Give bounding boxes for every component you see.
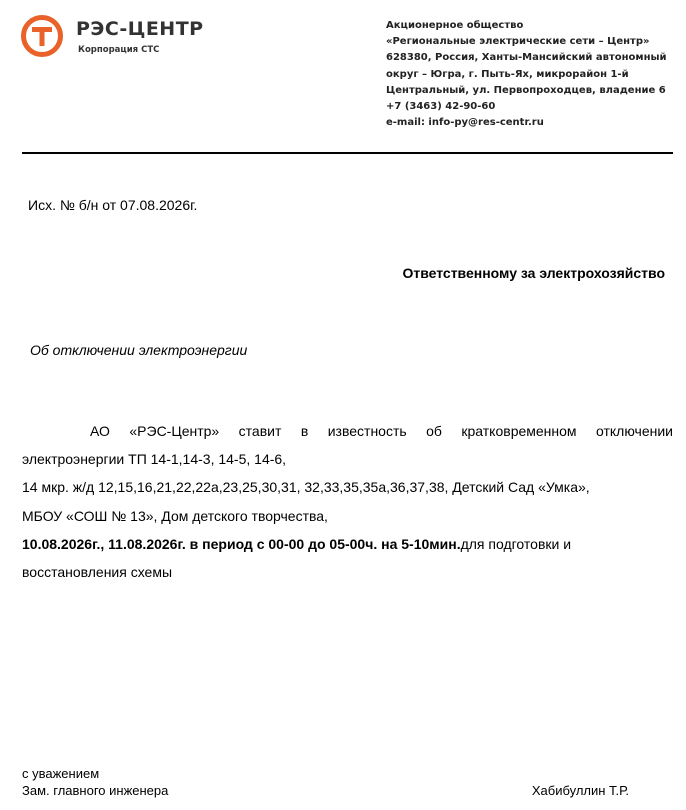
company-email: e-mail: info-py@res-centr.ru bbox=[386, 117, 544, 129]
body-line: электроэнергии ТП 14-1,14-3, 14-5, 14-6, bbox=[22, 451, 287, 468]
schedule-purpose: для подготовки и bbox=[460, 535, 572, 552]
brand-subtitle: Корпорация СТС bbox=[78, 45, 160, 55]
company-phone: +7 (3463) 42-90-60 bbox=[386, 101, 496, 113]
body-schedule-line bbox=[22, 530, 673, 558]
closing-regards: с уважением bbox=[22, 766, 100, 781]
signatory-position: Зам. главного инженера bbox=[22, 783, 169, 798]
body-line: МБОУ «СОШ № 13», Дом детского творчества, bbox=[22, 507, 328, 524]
schedule-dates: 10.08.2026г., 11.08.2026г. в период с 00-00 до 05-00ч. на 5-10мин. bbox=[22, 535, 461, 552]
company-line: 628380, Россия, Ханты-Мансийский автономный bbox=[386, 52, 667, 64]
company-requisites bbox=[386, 18, 682, 131]
outgoing-number: Исх. № б/н от 07.08.2026г. bbox=[28, 197, 198, 213]
company-line: округ – Югра, г. Пыть-Ях, микрорайон 1-й bbox=[386, 68, 629, 80]
addressee: Ответственному за электрохозяйство bbox=[402, 265, 665, 281]
header-divider bbox=[22, 152, 673, 154]
body-line: восстановления схемы bbox=[22, 564, 173, 581]
company-line: Акционерное общество bbox=[386, 20, 524, 31]
brand-name: РЭС-ЦЕНТР bbox=[76, 18, 204, 40]
company-line: Центральный, ул. Первопроходцев, владение 6 bbox=[386, 84, 666, 96]
company-logo-icon bbox=[20, 14, 64, 58]
company-line: «Региональные электрические сети – Центр» bbox=[386, 36, 650, 48]
body-line: АО «РЭС-Центр» ставит в известность об кратковременном отключении bbox=[90, 423, 673, 439]
signatory-name: Хабибуллин Т.Р. bbox=[531, 783, 629, 798]
body-line: 14 мкр. ж/д 12,15,16,21,22,22а,23,25,30,31, 32,33,35,35а,36,37,38, Детский Сад «Умка», bbox=[22, 479, 590, 496]
letter-subject: Об отключении электроэнергии bbox=[30, 342, 248, 358]
letter-body bbox=[22, 417, 673, 586]
